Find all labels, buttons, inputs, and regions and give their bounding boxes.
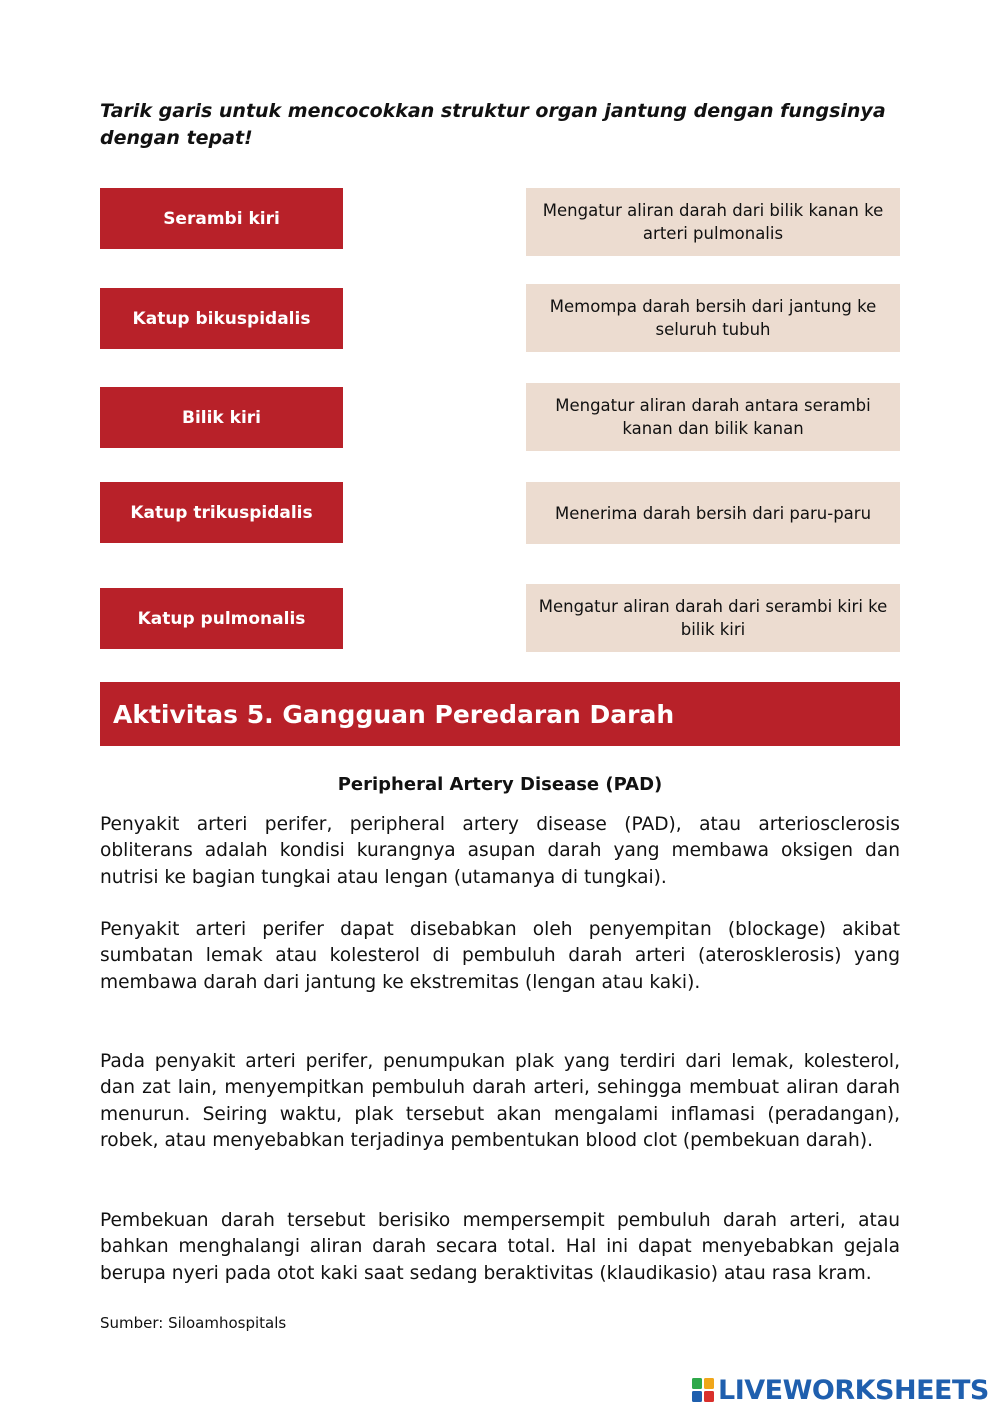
match-right-item-3[interactable]: Mengatur aliran darah antara serambi kanan dan bilik kanan [526, 383, 900, 451]
section-header: Aktivitas 5. Gangguan Peredaran Darah [100, 682, 900, 746]
paragraph-2: Penyakit arteri perifer dapat disebabkan oleh penyempitan (blockage) akibat sumbatan lemak atau kolesterol di pembuluh darah arteri (aterosklerosis) yang membawa darah dari jantung ke ekstremitas (lengan atau kaki). [100, 919, 900, 993]
paragraph-3: Pada penyakit arteri perifer, penumpukan plak yang terdiri dari lemak, kolesterol, dan zat lain, menyempitkan pembuluh darah arteri, sehingga membuat aliran darah menurun. Seiring waktu, plak tersebut akan mengalami inflamasi (peradangan), robek, atau menyebabkan terjadinya pembentukan blood clot (pembekuan darah). [100, 1051, 900, 1151]
instruction-text: Tarik garis untuk mencocokkan struktur organ jantung dengan fungsinya dengan tepat! [100, 100, 886, 149]
paragraph-1: Penyakit arteri perifer, peripheral artery disease (PAD), atau arteriosclerosis obliterans adalah kondisi kurangnya asupan darah yang membawa oksigen dan nutrisi ke bagian tungkai atau lengan (utamanya di tungkai). [100, 814, 900, 888]
brand-name: LIVEWORKSHEETS [718, 1374, 989, 1406]
match-left-item-katup-trikuspidalis[interactable]: Katup trikuspidalis [100, 482, 343, 543]
match-right-item-2[interactable]: Memompa darah bersih dari jantung ke seluruh tubuh [526, 284, 900, 352]
match-right-item-4[interactable]: Menerima darah bersih dari paru-paru [526, 482, 900, 544]
match-left-item-bilik-kiri[interactable]: Bilik kiri [100, 387, 343, 448]
match-right-item-5[interactable]: Mengatur aliran darah dari serambi kiri ke bilik kiri [526, 584, 900, 652]
section-subtitle: Peripheral Artery Disease (PAD) [337, 774, 663, 795]
brand-logo [692, 1372, 989, 1408]
match-left-item-katup-bikuspidalis[interactable]: Katup bikuspidalis [100, 288, 343, 349]
liveworksheets-logo-icon [692, 1378, 714, 1402]
paragraph-4: Pembekuan darah tersebut berisiko mempersempit pembuluh darah arteri, atau bahkan menghalangi aliran darah secara total. Hal ini dapat menyebabkan gejala berupa nyeri pada otot kaki saat sedang beraktivitas (klaudikasio) atau rasa kram. [100, 1210, 900, 1284]
match-left-item-serambi-kiri[interactable]: Serambi kiri [100, 188, 343, 249]
match-right-item-1[interactable]: Mengatur aliran darah dari bilik kanan ke arteri pulmonalis [526, 188, 900, 256]
source-citation: Sumber: Siloamhospitals [100, 1314, 287, 1332]
match-left-item-katup-pulmonalis[interactable]: Katup pulmonalis [100, 588, 343, 649]
